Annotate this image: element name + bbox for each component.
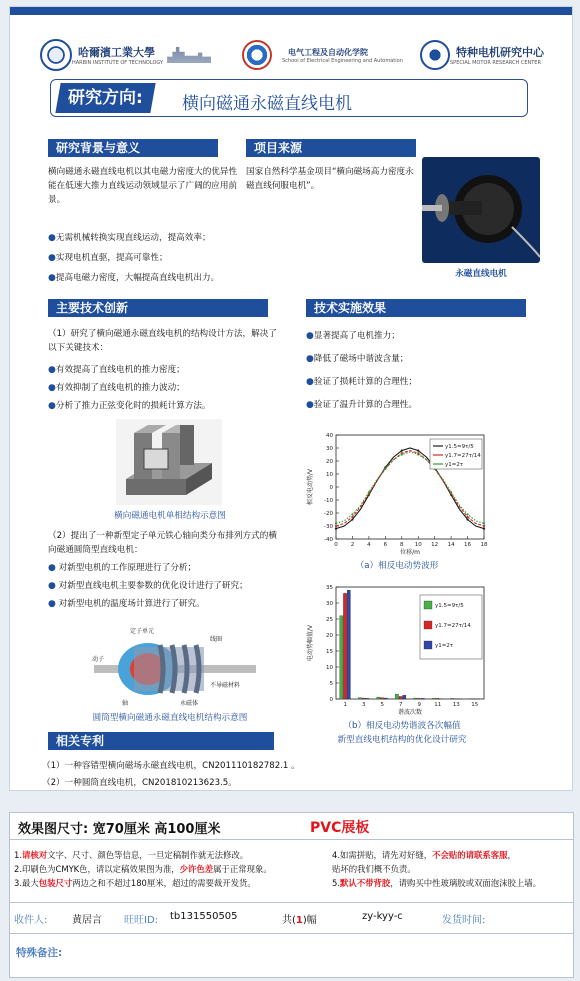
campus-silhouette-icon — [167, 47, 211, 63]
harmonic-amplitude-chart — [302, 579, 502, 715]
bullet-icon: ● — [48, 273, 56, 283]
x-tick-label: 13 — [452, 702, 460, 708]
notes-row — [10, 840, 573, 903]
code-value: zy-kyy-c — [362, 911, 403, 922]
bar — [377, 697, 380, 699]
data-point — [466, 516, 468, 518]
y-tick-label: -20 — [324, 511, 333, 517]
bar — [432, 698, 435, 699]
x-tick-label: 15 — [471, 702, 479, 708]
data-point — [335, 528, 337, 530]
data-point — [483, 528, 485, 530]
count-field: 共(1)幅 — [282, 915, 317, 926]
bullet-icon: ● — [48, 581, 56, 591]
single-phase-structure-figure — [116, 419, 222, 505]
bar — [436, 698, 439, 699]
data-point — [351, 516, 353, 518]
poster — [9, 6, 573, 791]
fig2-label-stator: 定子单元 — [130, 628, 155, 635]
x-tick-label: 18 — [480, 542, 488, 548]
data-point — [335, 525, 337, 527]
notes-left — [14, 848, 272, 890]
list-item: ●有效抑制了直线电机的推力波动； — [48, 383, 185, 393]
x-axis-label: 位移/m — [400, 549, 420, 556]
y-tick-label: -10 — [324, 498, 333, 504]
legend-label: y1=2τ — [435, 643, 454, 649]
bar — [380, 698, 383, 699]
x-tick-label: 5 — [380, 702, 384, 708]
x-tick-label: 3 — [362, 702, 366, 708]
wangwang-label: 旺旺ID: — [124, 915, 159, 926]
note-4b: 贴坏的我们概不负责。 — [332, 864, 416, 874]
y-tick-label: -30 — [324, 524, 333, 530]
legend-swatch — [424, 601, 432, 609]
bullet-icon: ● — [48, 383, 56, 393]
y-axis-label: 相反电动势/V — [307, 468, 314, 506]
legend-swatch — [424, 621, 432, 629]
section-heading-effect: 技术实施效果 — [306, 299, 526, 317]
data-point — [417, 453, 419, 455]
x-tick-label: 11 — [434, 702, 442, 708]
bar — [366, 698, 369, 699]
legend-label: y1.5=9τ/5 — [445, 444, 474, 450]
bar — [384, 698, 387, 699]
background-paragraph: 横向磁通永磁直线电机以其电磁力密度大的优异性能在低速大推力直线运动领域显示了广阔的应用前景。 — [48, 167, 238, 205]
list-item: ● 对新型直线电机主要参数的优化设计进行了研究； — [48, 581, 248, 591]
bullet-icon: ● — [306, 377, 314, 387]
section-heading-source: 项目来源 — [246, 139, 416, 157]
x-tick-label: 9 — [417, 702, 421, 708]
list-item: ● 对新型电机的工作原理进行了分析； — [48, 563, 197, 573]
y-tick-label: 30 — [326, 446, 333, 452]
section-heading-patents: 相关专利 — [48, 732, 274, 750]
legend-label: y1=2τ — [445, 462, 464, 468]
ship-label: 发货时间: — [442, 915, 486, 926]
fig2-label-magnet: 永磁体 — [180, 700, 199, 707]
hit-logo — [40, 37, 211, 73]
innovation-list-2 — [48, 561, 298, 611]
motor-photo-caption: 永磁直线电机 — [455, 269, 507, 279]
bullet-icon: ● — [48, 253, 56, 263]
hit-name: 哈爾濱工業大學 — [78, 46, 155, 59]
material-label: PVC展板 — [310, 820, 370, 836]
tubular-motor-figure — [90, 621, 260, 709]
legend-label: y1.7=27τ/14 — [435, 623, 471, 629]
list-item: ●有效提高了直线电机的推力密度； — [48, 365, 185, 375]
bullet-icon: ● — [48, 563, 56, 573]
wangwang-value: tb131550505 — [170, 911, 238, 922]
y-tick-label: 0 — [329, 697, 333, 703]
order-form — [9, 812, 574, 978]
y-tick-label: 0 — [329, 485, 333, 491]
y-tick-label: 40 — [326, 433, 333, 439]
back-emf-waveform-chart — [302, 427, 502, 561]
data-point — [483, 525, 485, 527]
y-tick-label: 10 — [326, 665, 333, 671]
y-tick-label: 10 — [326, 472, 333, 478]
bullet-icon: ● — [48, 599, 56, 609]
data-point — [368, 491, 370, 493]
y-tick-label: 30 — [326, 601, 333, 607]
y-tick-label: 20 — [326, 633, 333, 639]
chart-a-caption: （a）相反电动势波形 — [355, 561, 439, 571]
list-item: ●显著提高了电机推力； — [306, 331, 400, 341]
list-item: ●验证了损耗计算的合理性； — [306, 377, 417, 387]
list-item: ●实现电机直驱，提高可靠性； — [48, 253, 168, 263]
note-1: 1.请核对文字、尺寸、颜色等信息，一旦定稿制作就无法修改。 — [14, 850, 249, 860]
bar — [347, 590, 350, 699]
innovation-list-1 — [48, 361, 280, 413]
fig2-label-mover: 动子 — [92, 656, 105, 663]
bar — [343, 593, 346, 699]
bar — [362, 698, 365, 699]
x-tick-label: 12 — [431, 542, 439, 548]
linear-motor-icon — [422, 157, 540, 263]
school-name: 电气工程及自动化学院 — [288, 46, 368, 57]
page-title: 横向磁通永磁直线电机 — [182, 94, 352, 114]
linear-motor-photo — [422, 157, 540, 263]
bullet-icon: ● — [306, 400, 314, 410]
data-point — [466, 518, 468, 520]
y-axis-label: 电动势幅值/V — [307, 624, 314, 662]
size-row — [10, 813, 573, 840]
y-tick-label: 20 — [326, 459, 333, 465]
bar — [421, 698, 424, 699]
bar — [340, 616, 343, 699]
legend-label: y1.7=27τ/14 — [445, 453, 481, 459]
list-item: ●降低了磁场中谐波含量； — [306, 354, 409, 364]
chart-b-caption: （b）相反电动势谐波各次幅值 — [343, 721, 461, 731]
y-tick-label: 15 — [326, 649, 333, 655]
bar — [403, 695, 406, 699]
bar — [417, 698, 420, 699]
data-point — [401, 450, 403, 452]
x-tick-label: 2 — [350, 542, 355, 548]
bullet-icon: ● — [48, 365, 56, 375]
center-logo — [420, 37, 544, 73]
motor-structure-icon — [116, 419, 222, 505]
effect-list — [306, 329, 536, 412]
title-label: 研究方向: — [55, 83, 155, 113]
bullet-icon: ● — [48, 401, 56, 411]
section-heading-innovation: 主要技术创新 — [48, 299, 268, 317]
center-sub: SPECIAL MOTOR RESEARCH CENTER — [450, 60, 541, 66]
section-heading-background: 研究背景与意义 — [48, 139, 218, 157]
recipient-label: 收件人: — [14, 915, 48, 926]
tubular-motor-icon — [90, 621, 260, 709]
fig2-label-nonmagnetic: 不导磁材料 — [210, 682, 241, 689]
data-point — [401, 453, 403, 455]
chart-b-caption-2: 新型直线电机结构的优化设计研究 — [337, 735, 467, 745]
recipient-row — [10, 903, 573, 934]
list-item: ●无需机械转换实现直线运动，提高效率； — [48, 233, 211, 243]
hit-seal-icon — [40, 39, 72, 71]
background-list — [48, 231, 258, 285]
x-tick-label: 1 — [343, 702, 347, 708]
innovation-paragraph-2: （2）提出了一种新型定子单元铁心轴向类分布排列方式的横向磁通圆筒型直线电机： — [48, 531, 277, 555]
data-point — [417, 450, 419, 452]
center-name: 特种电机研究中心 — [456, 46, 544, 59]
note-5: 5.默认不带背胶，请购买中性玻璃胶或双面泡沫胶上墙。 — [332, 878, 541, 888]
size-label: 效果图尺寸: 宽70厘米 高100厘米 — [18, 822, 221, 837]
x-tick-label: 0 — [334, 542, 338, 548]
note-3: 3.最大包装尺寸两边之和不超过180厘米，超过的需要裁开发货。 — [14, 878, 256, 888]
legend-label: y1.5=9τ/5 — [435, 603, 464, 609]
school-seal-icon — [242, 40, 272, 70]
x-tick-label: 14 — [447, 542, 455, 548]
fig2-label-shaft: 轴 — [122, 700, 129, 707]
innovation-paragraph-1: （1）研究了横向磁通永磁直线电机的结构设计方法，解决了以下关键技术： — [48, 329, 277, 353]
y-tick-label: 35 — [326, 585, 333, 591]
bar — [414, 698, 417, 699]
patent-list — [42, 759, 372, 790]
list-item: ●分析了推力正弦变化时的损耗计算方法。 — [48, 401, 211, 411]
data-point — [351, 518, 353, 520]
bar — [451, 698, 454, 699]
fig2-caption: 圆筒型横向磁通永磁直线电机结构示意图 — [92, 713, 248, 723]
note-2: 2.印刷色为CMYK色，请以定稿效果图为准，少许色差属于正常现象。 — [14, 864, 272, 874]
top-bar — [10, 7, 572, 15]
data-point — [483, 522, 485, 524]
school-sub: School of Electrical Engineering and Automation — [282, 57, 403, 64]
x-tick-label: 7 — [399, 702, 403, 708]
x-tick-label: 8 — [400, 542, 404, 548]
center-seal-icon — [420, 40, 450, 70]
list-item: ●提高电磁力密度，大幅提高直线电机出力。 — [48, 273, 220, 283]
list-item: ● 对新型电机的温度场计算进行了研究。 — [48, 599, 205, 609]
x-tick-label: 6 — [383, 542, 388, 548]
remark-label: 特殊备注: — [16, 947, 63, 959]
data-point — [384, 468, 386, 470]
bullet-icon: ● — [306, 354, 314, 364]
data-point — [351, 513, 353, 515]
x-tick-label: 4 — [367, 542, 371, 548]
data-point — [335, 522, 337, 524]
list-item: ●验证了温升计算的合理性。 — [306, 400, 417, 410]
bullet-icon: ● — [48, 233, 56, 243]
x-tick-label: 10 — [414, 542, 422, 548]
bullet-icon: ● — [306, 331, 314, 341]
note-4: 4.如需拼贴，请先对好缝，不会贴的请联系客服， — [332, 850, 516, 860]
fig1-caption: 横向磁通电机单相结构示意图 — [114, 511, 226, 521]
x-axis-label: 谐波次数 — [397, 709, 423, 715]
source-paragraph: 国家自然科学基金项目“横向磁场高力密度永磁直线伺服电机”。 — [246, 167, 414, 191]
list-item: （1）一种容错型横向磁场永磁直线电机，CN201110182782.1 。 — [42, 761, 300, 771]
x-tick-label: 16 — [464, 542, 472, 548]
y-tick-label: 5 — [329, 681, 333, 687]
notes-right — [332, 848, 541, 890]
list-item: （2）一种圆筒直线电机，CN201810213623.5。 — [42, 778, 237, 788]
y-tick-label: 25 — [326, 617, 333, 623]
bar — [395, 694, 398, 699]
bar — [399, 696, 402, 699]
y-tick-label: -40 — [324, 537, 333, 543]
hit-sub: HARBIN INSTITUTE OF TECHNOLOGY — [72, 60, 164, 66]
data-point — [466, 513, 468, 515]
legend-swatch — [424, 641, 432, 649]
recipient-value: 黄居言 — [72, 915, 102, 926]
data-point — [450, 491, 452, 493]
bar — [358, 698, 361, 699]
school-logo — [242, 37, 403, 73]
fig2-label-coil: 线圈 — [210, 636, 223, 643]
